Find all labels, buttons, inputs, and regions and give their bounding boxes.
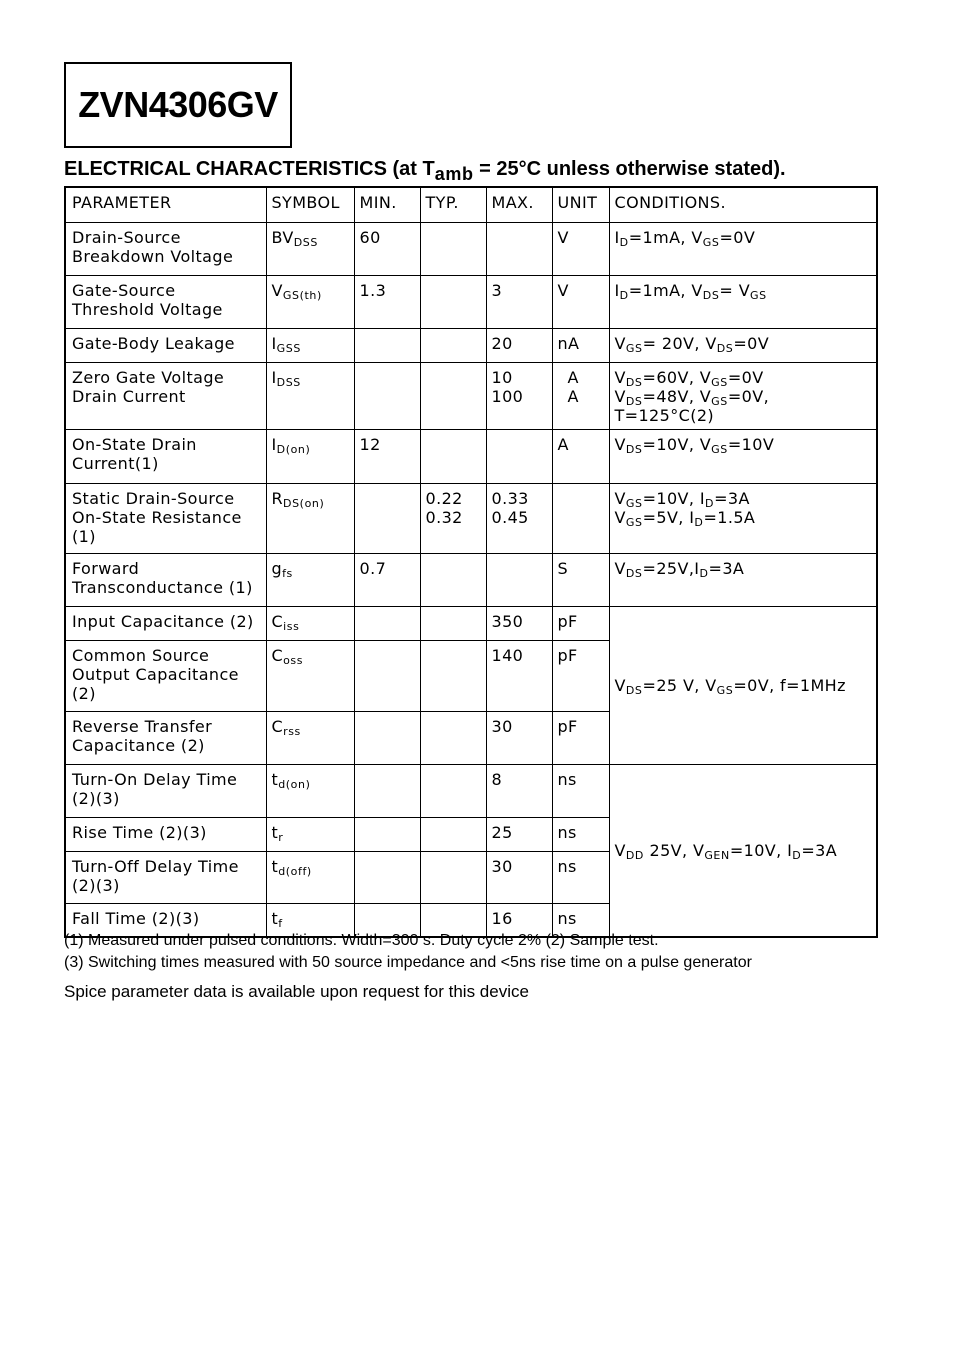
symbol-text: I: [271, 367, 277, 387]
symbol-text: I: [271, 434, 277, 454]
symbol-cell: [266, 640, 354, 711]
symbol-text: C: [271, 611, 284, 631]
parameter-line-2: (2)(3): [72, 875, 120, 895]
symbol-cell: [266, 817, 354, 851]
parameter-line-1: Fall Time (2)(3): [72, 908, 200, 928]
parameter-cell: [65, 275, 266, 328]
max-cell: [486, 553, 552, 606]
condition-subscript: D: [704, 496, 715, 510]
min-cell: [354, 275, 420, 328]
header-parameter: PARAMETER: [65, 187, 266, 222]
unit-cell: [552, 222, 609, 275]
condition-text: =1mA, V: [628, 280, 703, 300]
unit-cell: [552, 429, 609, 483]
symbol-cell: [266, 851, 354, 903]
condition-subscript: DS: [625, 394, 643, 408]
condition-text: I: [614, 227, 620, 247]
min-cell: [354, 362, 420, 429]
parameter-cell: [65, 817, 266, 851]
heading-subscript: amb: [434, 164, 474, 184]
parameter-cell: [65, 764, 266, 817]
typ-value-1: 0.22: [425, 488, 463, 508]
unit-value-1: A: [567, 367, 579, 387]
max-value-1: 20: [491, 333, 513, 353]
typ-cell: [420, 362, 486, 429]
condition-subscript: DS: [625, 375, 643, 389]
condition-text: I: [614, 280, 620, 300]
unit-cell: [552, 851, 609, 903]
unit-cell: [552, 640, 609, 711]
typ-cell: [420, 764, 486, 817]
symbol-subscript: iss: [283, 619, 300, 633]
typ-cell: [420, 429, 486, 483]
condition-text: =0V, T=125°C(2): [614, 386, 770, 425]
parameter-line-2: Output Capacitance: [72, 664, 239, 684]
condition-text: =3A: [801, 841, 838, 861]
condition-text: =60V, V: [642, 367, 712, 387]
parameter-line-1: Input Capacitance (2): [72, 611, 254, 631]
condition-subscript: DS: [625, 684, 643, 697]
conditions-cell: [609, 362, 877, 429]
max-cell: [486, 483, 552, 553]
unit-value-1: ns: [557, 822, 577, 842]
condition-text: =3A: [708, 558, 745, 578]
typ-cell: [420, 553, 486, 606]
parameter-cell: [65, 483, 266, 553]
condition-line: [614, 841, 872, 863]
condition-subscript: GS: [750, 288, 767, 302]
parameter-cell: [65, 711, 266, 764]
max-cell: [486, 851, 552, 903]
symbol-cell: [266, 764, 354, 817]
condition-subscript: GS: [625, 341, 643, 355]
symbol-text: g: [271, 558, 283, 578]
table-row: [65, 362, 877, 429]
condition-subscript: GS: [711, 442, 728, 456]
typ-cell: [420, 640, 486, 711]
unit-cell: [552, 328, 609, 362]
parameter-line-1: Rise Time (2)(3): [72, 822, 207, 842]
condition-line: [615, 228, 872, 247]
condition-subscript: DS: [702, 288, 720, 302]
symbol-text: t: [271, 822, 279, 842]
max-value-1: 140: [491, 645, 524, 665]
parameter-line-2: Threshold Voltage: [72, 299, 223, 319]
condition-text: =0V: [727, 367, 764, 387]
symbol-cell: [266, 553, 354, 606]
max-value-2: 100: [491, 386, 524, 406]
header-symbol: SYMBOL: [266, 187, 354, 222]
table-row: [65, 222, 877, 275]
condition-text: V: [614, 676, 626, 695]
condition-line: [615, 559, 872, 578]
condition-line: [615, 334, 872, 353]
condition-text: V: [614, 333, 626, 353]
capacitance-conditions-cell: [609, 606, 877, 764]
condition-subscript: D: [619, 235, 629, 249]
parameter-cell: [65, 222, 266, 275]
condition-text: 25V, V: [644, 841, 705, 861]
unit-value-1: ns: [557, 769, 577, 789]
table-row: [65, 764, 877, 817]
unit-value-1: A: [557, 434, 569, 454]
condition-subscript: DS: [716, 341, 734, 355]
condition-line: [615, 676, 872, 695]
part-number: ZVN4306GV: [78, 84, 278, 125]
unit-cell: [552, 764, 609, 817]
symbol-subscript: DSS: [293, 235, 318, 249]
max-cell: [486, 328, 552, 362]
max-cell: [486, 362, 552, 429]
condition-text: = 20V, V: [642, 333, 717, 353]
table-row: [65, 553, 877, 606]
conditions-cell: [609, 483, 877, 553]
unit-value-1: ns: [557, 856, 577, 876]
parameter-line-1: Turn-On Delay Time: [72, 769, 238, 789]
heading-text-after: = 25°C unless otherwise stated).: [473, 158, 786, 180]
condition-text: V: [614, 507, 626, 527]
parameter-line-1: Forward: [72, 558, 140, 578]
conditions-cell: [609, 429, 877, 483]
table-row: [65, 483, 877, 553]
condition-text: V: [614, 386, 626, 406]
parameter-line-2: On-State Resistance: [72, 507, 242, 527]
unit-value-1: pF: [557, 716, 578, 736]
condition-text: V: [614, 841, 626, 861]
min-cell: [354, 711, 420, 764]
min-cell: [354, 640, 420, 711]
parameter-line-1: Static Drain-Source: [72, 488, 235, 508]
condition-text: V: [614, 434, 626, 454]
conditions-cell: [609, 222, 877, 275]
symbol-cell: [266, 606, 354, 640]
condition-subscript: GEN: [704, 849, 730, 863]
symbol-subscript: f: [278, 916, 283, 930]
min-cell: [354, 222, 420, 275]
symbol-subscript: fs: [282, 566, 293, 580]
typ-cell: [420, 483, 486, 553]
condition-text: =0V: [719, 227, 756, 247]
condition-subscript: D: [792, 849, 802, 863]
condition-text: =0V, f=1MHz: [733, 676, 846, 695]
max-cell: [486, 640, 552, 711]
footnote-line-2: (3) Switching times measured with 50 source impedance and <5ns rise time on a pulse generator: [64, 954, 752, 971]
symbol-text: I: [271, 333, 277, 353]
condition-subscript: D: [694, 515, 704, 529]
max-value-1: 30: [491, 856, 513, 876]
typ-cell: [420, 606, 486, 640]
part-number-box: [64, 62, 292, 148]
parameter-line-2: Current(1): [72, 453, 159, 473]
parameter-line-1: Common Source: [72, 645, 210, 665]
symbol-cell: [266, 483, 354, 553]
header-unit: UNIT: [552, 187, 609, 222]
typ-cell: [420, 328, 486, 362]
condition-subscript: GS: [711, 394, 728, 408]
symbol-subscript: GS(th): [282, 288, 322, 302]
max-cell: [486, 606, 552, 640]
max-cell: [486, 222, 552, 275]
condition-text: =10V, I: [729, 841, 793, 861]
symbol-subscript: d(off): [278, 864, 312, 878]
condition-text: =10V, I: [642, 488, 705, 508]
condition-text: =5V, I: [642, 507, 695, 527]
min-cell: [354, 817, 420, 851]
table-header-row: [65, 187, 877, 222]
symbol-subscript: D(on): [276, 442, 311, 456]
unit-value-1: pF: [557, 611, 578, 631]
condition-text: V: [614, 558, 626, 578]
table-row: [65, 275, 877, 328]
symbol-subscript: oss: [283, 653, 304, 667]
unit-value-1: V: [557, 227, 569, 247]
max-value-1: 0.33: [491, 488, 529, 508]
parameter-cell: [65, 328, 266, 362]
condition-subscript: DS: [625, 442, 643, 456]
symbol-subscript: DS(on): [283, 496, 325, 510]
symbol-subscript: rss: [283, 724, 301, 738]
symbol-text: C: [271, 716, 284, 736]
conditions-cell: [609, 275, 877, 328]
symbol-text: C: [271, 645, 284, 665]
typ-cell: [420, 817, 486, 851]
unit-value-1: S: [557, 558, 569, 578]
condition-text: =10V, V: [642, 434, 712, 454]
unit-value-2: A: [567, 386, 579, 406]
parameter-line-3: (1): [72, 526, 96, 546]
header-typ: TYP.: [420, 187, 486, 222]
max-cell: [486, 764, 552, 817]
parameter-line-1: Turn-Off Delay Time: [72, 856, 239, 876]
symbol-cell: [266, 222, 354, 275]
max-cell: [486, 817, 552, 851]
symbol-cell: [266, 711, 354, 764]
section-heading: [64, 158, 786, 184]
condition-text: V: [614, 367, 626, 387]
unit-cell: [552, 483, 609, 553]
typ-cell: [420, 275, 486, 328]
symbol-subscript: GSS: [276, 341, 301, 355]
symbol-subscript: r: [278, 830, 284, 844]
header-min: MIN.: [354, 187, 420, 222]
unit-cell: [552, 817, 609, 851]
condition-subscript: GS: [625, 496, 643, 510]
min-cell: [354, 851, 420, 903]
parameter-cell: [65, 553, 266, 606]
conditions-cell: [609, 328, 877, 362]
min-cell: [354, 429, 420, 483]
heading-text-before: ELECTRICAL CHARACTERISTICS (at T: [64, 158, 435, 180]
symbol-cell: [266, 429, 354, 483]
symbol-cell: [266, 362, 354, 429]
condition-subscript: D: [619, 288, 629, 302]
condition-text: =1mA, V: [628, 227, 703, 247]
symbol-subscript: d(on): [278, 777, 311, 791]
max-value-2: 0.45: [491, 507, 529, 527]
condition-text: =3A: [714, 488, 750, 508]
min-cell: [354, 328, 420, 362]
symbol-text: BV: [271, 227, 294, 247]
unit-value-1: ns: [557, 908, 577, 928]
symbol-cell: [266, 328, 354, 362]
parameter-line-1: Gate-Body Leakage: [72, 333, 235, 353]
switching-conditions-cell: [609, 764, 877, 937]
max-cell: [486, 429, 552, 483]
condition-subscript: D: [699, 566, 709, 580]
parameter-line-1: Zero Gate Voltage: [72, 367, 225, 387]
min-value: 60: [359, 227, 381, 247]
condition-subscript: GS: [702, 235, 720, 249]
table-row: [65, 606, 877, 640]
typ-cell: [420, 851, 486, 903]
condition-text: = V: [719, 280, 751, 300]
condition-text: =0V: [733, 333, 770, 353]
condition-subscript: DD: [625, 849, 644, 863]
min-value: 1.3: [359, 280, 387, 300]
max-value-1: 3: [491, 280, 503, 300]
footnote-line-1: (1) Measured under pulsed conditions. Width=300 s. Duty cycle 2% (2) Sample test.: [64, 932, 659, 949]
condition-text: =10V: [727, 434, 775, 454]
header-conditions: CONDITIONS.: [609, 187, 877, 222]
parameter-line-2: Transconductance (1): [72, 577, 253, 597]
condition-subscript: GS: [625, 515, 643, 529]
condition-line: [615, 281, 872, 300]
spice-note: Spice parameter data is available upon request for this device: [64, 982, 529, 1001]
condition-line: [615, 508, 872, 527]
unit-cell: [552, 275, 609, 328]
condition-text: =1.5A: [703, 507, 756, 527]
condition-text: =25V,I: [642, 558, 700, 578]
condition-subscript: GS: [716, 684, 734, 697]
symbol-text: V: [271, 280, 283, 300]
typ-cell: [420, 222, 486, 275]
symbol-subscript: DSS: [276, 375, 301, 389]
condition-subscript: DS: [625, 566, 643, 580]
max-cell: [486, 275, 552, 328]
parameter-cell: [65, 362, 266, 429]
table-row: [65, 429, 877, 483]
parameter-cell: [65, 851, 266, 903]
parameter-cell: [65, 606, 266, 640]
unit-cell: [552, 362, 609, 429]
symbol-text: t: [271, 769, 279, 789]
condition-line: [615, 368, 872, 387]
parameter-line-1: Reverse Transfer: [72, 716, 213, 736]
condition-subscript: GS: [711, 375, 728, 389]
parameter-line-2: Breakdown Voltage: [72, 246, 234, 266]
condition-text: =48V, V: [642, 386, 712, 406]
condition-line: [615, 387, 872, 425]
parameter-line-1: Gate-Source: [72, 280, 176, 300]
min-value: 0.7: [359, 558, 387, 578]
min-cell: [354, 606, 420, 640]
min-value: 12: [359, 434, 381, 454]
max-value-1: 30: [491, 716, 513, 736]
symbol-text: t: [271, 908, 279, 928]
unit-value-1: pF: [557, 645, 578, 665]
unit-value-1: nA: [557, 333, 580, 353]
symbol-text: R: [271, 488, 284, 508]
header-max: MAX.: [486, 187, 552, 222]
min-cell: [354, 553, 420, 606]
conditions-cell: [609, 553, 877, 606]
footnotes: [64, 930, 752, 974]
max-value-1: 10: [491, 367, 513, 387]
parameter-line-2: Capacitance (2): [72, 735, 205, 755]
unit-value-1: V: [557, 280, 569, 300]
parameter-line-1: Drain-Source: [72, 227, 181, 247]
symbol-cell: [266, 275, 354, 328]
condition-text: =25 V, V: [642, 676, 717, 695]
parameter-line-1: On-State Drain: [72, 434, 197, 454]
parameter-cell: [65, 640, 266, 711]
max-value-1: 25: [491, 822, 513, 842]
unit-cell: [552, 711, 609, 764]
max-value-1: 350: [491, 611, 524, 631]
min-cell: [354, 764, 420, 817]
min-cell: [354, 483, 420, 553]
unit-cell: [552, 606, 609, 640]
max-value-1: 8: [491, 769, 503, 789]
parameter-line-2: Drain Current: [72, 386, 186, 406]
max-value-1: 16: [491, 908, 513, 928]
electrical-characteristics-table: [64, 186, 878, 938]
symbol-text: t: [271, 856, 279, 876]
parameter-line-3: (2): [72, 683, 96, 703]
condition-text: V: [614, 488, 626, 508]
table-row: [65, 328, 877, 362]
condition-line: [615, 489, 872, 508]
unit-cell: [552, 553, 609, 606]
max-cell: [486, 711, 552, 764]
parameter-cell: [65, 429, 266, 483]
typ-value-2: 0.32: [425, 507, 463, 527]
condition-line: [615, 435, 872, 454]
typ-cell: [420, 711, 486, 764]
parameter-line-2: (2)(3): [72, 788, 120, 808]
